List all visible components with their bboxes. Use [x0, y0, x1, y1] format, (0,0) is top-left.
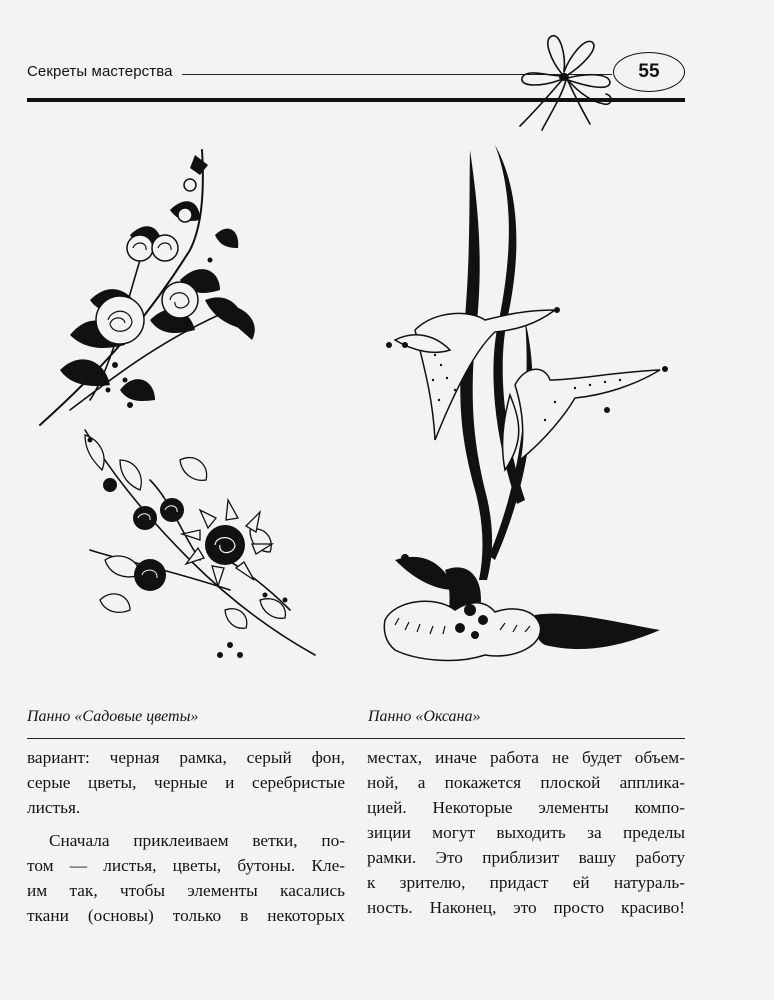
text-line: ткани (основы) только в некоторых: [27, 906, 345, 925]
running-title: Секреты мастерства: [27, 63, 173, 80]
text-line: вариант: черная рамка, серый фон,: [27, 748, 345, 767]
ribbon-bow-icon: [512, 32, 622, 132]
caption-rule: [27, 738, 685, 739]
paragraph: [27, 745, 345, 820]
oksana-illustration: [375, 140, 675, 680]
text-line: цией. Некоторые элементы компо-: [367, 798, 685, 817]
text-line: серые цветы, черные и серебристые: [27, 773, 345, 792]
text-line: им так, чтобы элементы касались: [27, 881, 345, 900]
text-line: листья.: [27, 798, 81, 817]
text-line: ность. Наконец, это просто красиво!: [367, 898, 685, 917]
garden-flowers-illustration: [30, 140, 330, 670]
text-line: рамки. Это приблизит вашу работу: [367, 848, 685, 867]
text-line: местах, иначе работа не будет объем-: [367, 748, 685, 767]
paragraph: [367, 745, 685, 920]
text-column-left: [27, 745, 345, 928]
text-line: том — листья, цветы, бутоны. Кле-: [27, 856, 345, 875]
text-column-right: [367, 745, 685, 920]
page-number: 55: [613, 52, 685, 92]
caption-left: Панно «Садовые цветы»: [27, 708, 199, 725]
caption-right: Панно «Оксана»: [368, 708, 481, 725]
text-line: зиции могут выходить за пределы: [367, 823, 685, 842]
text-line: к зрителю, придаст ей натураль-: [367, 873, 685, 892]
paragraph: [27, 828, 345, 928]
text-line: Сначала приклеиваем ветки, по-: [49, 831, 345, 850]
text-line: ной, а покажется плоской апплика-: [367, 773, 685, 792]
